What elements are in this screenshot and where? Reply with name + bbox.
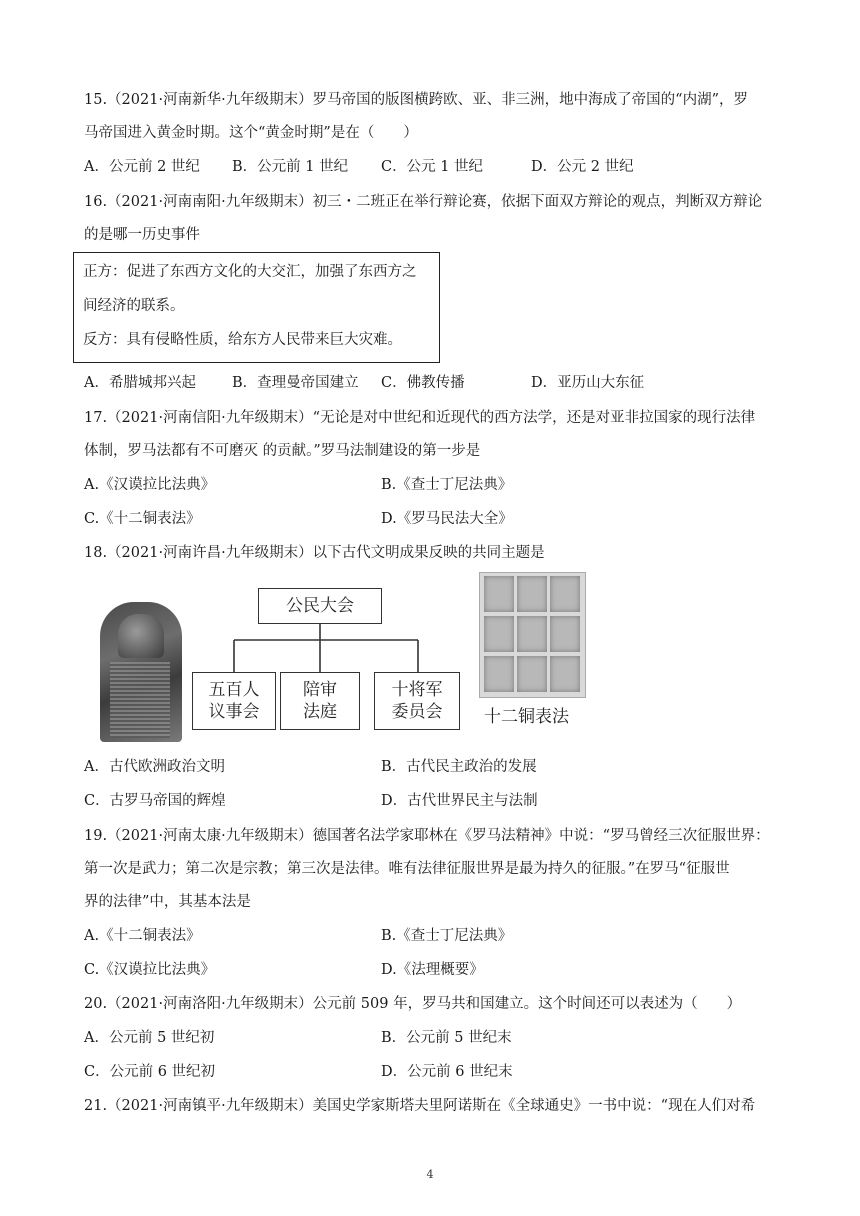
q16-pro-line1: 正方：促进了东西方文化的大交汇，加强了东西方之 (83, 264, 417, 280)
q18-option-b: B．古代民主政治的发展 (381, 759, 537, 775)
q20-option-a: A．公元前 5 世纪初 (84, 1030, 215, 1046)
ten-generals-box (374, 672, 460, 730)
q17-option-a: A.《汉谟拉比法典》 (84, 477, 216, 493)
q16-stem-line1: 16.（2021·河南南阳·九年级期末）初三・二班正在举行辩论赛，依据下面双方辩论的观点，判断双方辩论 (84, 194, 763, 210)
ten-generals-line2: 委员会 (391, 702, 443, 722)
q15-stem-line2: 马帝国进入黄金时期。这个“黄金时期”是在（ ） (84, 125, 418, 141)
q20-stem-line1: 20.（2021·河南洛阳·九年级期末）公元前 509 年，罗马共和国建立。这个时间还可以表述为（ ） (84, 996, 742, 1012)
q19-option-d: D.《法理概要》 (381, 962, 484, 978)
q18-figure (84, 572, 604, 742)
q19-option-a: A.《十二铜表法》 (84, 928, 201, 944)
q15-option-d: D．公元 2 世纪 (531, 159, 634, 175)
q16-option-b: B．查理曼帝国建立 (232, 375, 359, 391)
q20-option-b: B．公元前 5 世纪末 (381, 1030, 512, 1046)
q16-stem-line2: 的是哪一历史事件 (84, 227, 200, 243)
q19-stem-line2: 第一次是武力；第二次是宗教；第三次是法律。唯有法律征服世界是最为持久的征服。”在罗马“征服世 (84, 861, 730, 877)
q15-option-a: A．公元前 2 世纪 (84, 159, 200, 175)
page-number: 4 (426, 1168, 434, 1181)
q21-stem-line1: 21.（2021·河南镇平·九年级期末）美国史学家斯塔夫里阿诺斯在《全球通史》一书中说：“现在人们对希 (84, 1098, 756, 1114)
q16-debate-box (73, 252, 440, 363)
twelve-tables-caption: 十二铜表法 (484, 707, 569, 727)
q17-stem-line2: 体制，罗马法都有不可磨灭 的贡献。”罗马法制建设的第一步是 (84, 443, 481, 459)
q16-option-c: C．佛教传播 (381, 375, 465, 391)
q16-con-line: 反方：具有侵略性质，给东方人民带来巨大灾难。 (83, 332, 402, 348)
q16-option-d: D．亚历山大东征 (531, 375, 645, 391)
q18-option-a: A．古代欧洲政治文明 (84, 759, 225, 775)
citizen-assembly-box (258, 588, 382, 624)
q19-stem-line1: 19.（2021·河南太康·九年级期末）德国著名法学家耶林在《罗马法精神》中说：“罗马曾经三次征服世界： (84, 828, 770, 844)
jury-court-line2: 法庭 (303, 702, 337, 722)
jury-court-line1: 陪审 (303, 680, 337, 700)
q19-option-b: B.《查士丁尼法典》 (381, 928, 513, 944)
q15-option-b: B．公元前 1 世纪 (232, 159, 349, 175)
q20-option-c: C．公元前 6 世纪初 (84, 1064, 216, 1080)
q16-pro-line2: 间经济的联系。 (83, 298, 185, 314)
twelve-tables-image (479, 572, 586, 698)
q17-option-b: B.《查士丁尼法典》 (381, 477, 513, 493)
q18-option-c: C．古罗马帝国的辉煌 (84, 793, 226, 809)
q18-option-d: D．古代世界民主与法制 (381, 793, 538, 809)
ten-generals-line1: 十将军 (391, 680, 443, 700)
q17-option-d: D.《罗马民法大全》 (381, 511, 513, 527)
council-500-box (192, 672, 276, 730)
jury-court-box (280, 672, 360, 730)
q17-option-c: C.《十二铜表法》 (84, 511, 201, 527)
q16-option-a: A．希腊城邦兴起 (84, 375, 196, 391)
q15-stem-line1: 15.（2021·河南新华·九年级期末）罗马帝国的版图横跨欧、亚、非三洲，地中海成了帝国的“内湖”，罗 (84, 92, 749, 108)
q18-stem-line1: 18.（2021·河南许昌·九年级期末）以下古代文明成果反映的共同主题是 (84, 545, 545, 561)
q19-option-c: C.《汉谟拉比法典》 (84, 962, 216, 978)
q17-stem-line1: 17.（2021·河南信阳·九年级期末）“无论是对中世纪和近现代的西方法学，还是对亚非拉国家的现行法律 (84, 410, 756, 426)
q15-option-c: C．公元 1 世纪 (381, 159, 484, 175)
citizen-assembly-label: 公民大会 (286, 596, 354, 616)
q19-stem-line3: 界的法律”中，其基本法是 (84, 894, 251, 910)
q20-option-d: D．公元前 6 世纪末 (381, 1064, 513, 1080)
council-500-line1: 五百人 (208, 680, 260, 700)
council-500-line2: 议事会 (208, 702, 260, 722)
